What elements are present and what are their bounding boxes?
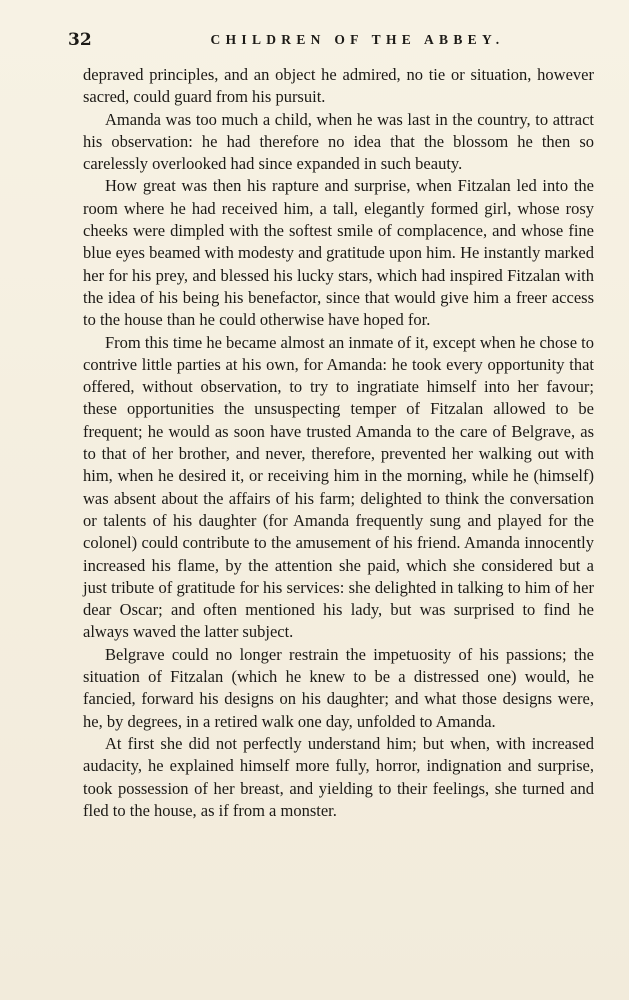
paragraph: From this time he became almost an inmate of it, except when he chose to contrive little parties at his own, for Amanda: he took every opportunity that offered, without observation, to try to ingratiate himself into her favour; these opportunities the unsuspecting temper of Fitzalan allowed to be frequent; he would as soon have trusted Amanda to the care of Belgrave, as to that of her brother, and never, therefore, prevented her walking out with him, when he desired it, or receiving him in the morning, while he (himself) was absent about the affairs of his farm; delighted to think the conversation or talents of his daughter (for Amanda frequently sung and played for the colonel) could contribute to the amusement of his friend. Amanda innocently increased his flame, by the attention she paid, which she considered but a just tribute of gratitude for his services: she delighted in talking to him of her dear Oscar; and often mentioned his lady, but was surprised to find he always waved the latter subject. [83,332,594,642]
paragraph: depraved principles, and an object he admired, no tie or situation, however sacred, could guard from his pursuit. [83,65,594,107]
paragraph: Amanda was too much a child, when he was last in the country, to attract his observation: he had therefore no idea that the blossom he then so carelessly overlooked had since expanded in such beauty. [83,109,594,174]
page-number: 32 [68,30,92,50]
paragraph: Belgrave could no longer restrain the impetuosity of his passions; the situation of Fitzalan (which he knew to be a distressed one) would, he fancied, forward his designs on his daughter; and what those designs were, he, by degrees, in a retired walk one day, unfolded to Amanda. [83,644,594,731]
paragraph: At first she did not perfectly understand him; but when, with increased audacity, he explained himself more fully, horror, indignation and surprise, took possession of her breast, and yielding to their feelings, she turned and fled to the house, as if from a monster. [83,733,594,820]
body-text [83,64,594,822]
running-head-title: CHILDREN OF THE ABBEY. [210,32,505,47]
running-head [68,28,589,52]
paragraph: How great was then his rapture and surprise, when Fitzalan led into the room where he had received him, a tall, elegantly formed girl, whose rosy cheeks were dimpled with the softest smile of complacence, and whose fine blue eyes beamed with modesty and gratitude upon him. He instantly marked her for his prey, and blessed his lucky stars, which had inspired Fitzalan with the idea of his being his benefactor, since that would give him a freer access to the house than he could otherwise have hoped for. [83,176,594,330]
